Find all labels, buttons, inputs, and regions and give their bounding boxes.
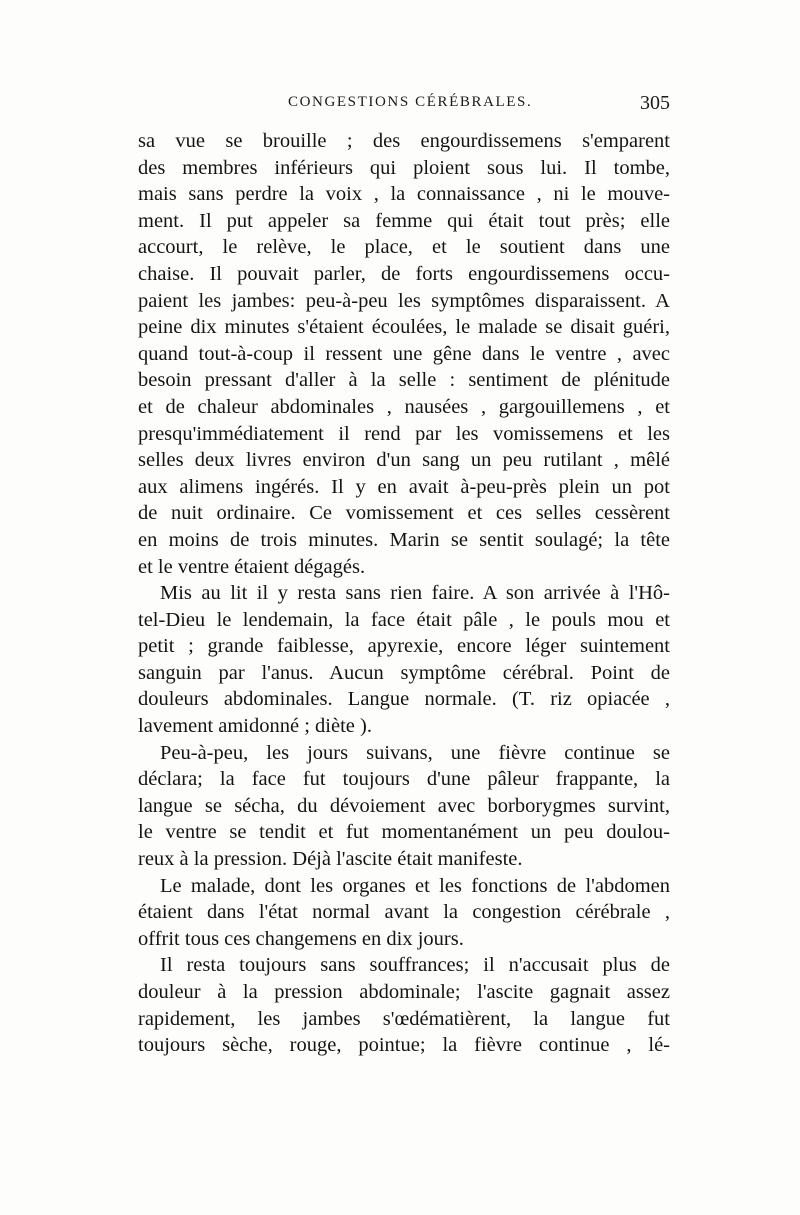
- text-line: en moins de trois minutes. Marin se sentit soulagé; la tête: [138, 528, 670, 551]
- text-line: petit ; grande faiblesse, apyrexie, encore léger suintement: [138, 635, 670, 658]
- text-line: Peu-à-peu, les jours suivans, une fièvre continue se: [160, 741, 670, 764]
- text-line: rapidement, les jambes s'œdématièrent, la langue fut: [138, 1007, 670, 1030]
- text-line: Le malade, dont les organes et les fonctions de l'abdomen: [160, 874, 670, 897]
- text-line: toujours sèche, rouge, pointue; la fièvre continue , lé-: [138, 1034, 670, 1057]
- text-line: quand tout-à-coup il ressent une gêne dans le ventre , avec: [138, 342, 670, 365]
- text-line: étaient dans l'état normal avant la congestion cérébrale ,: [138, 901, 670, 924]
- text-line: sa vue se brouille ; des engourdissemens s'emparent: [138, 130, 670, 152]
- text-line: ment. Il put appeler sa femme qui était tout près; elle: [138, 209, 670, 232]
- text-line: lavement amidonné ; diète ).: [138, 715, 372, 738]
- text-line: le ventre se tendit et fut momentanément un peu doulou-: [138, 821, 670, 844]
- text-line: accourt, le relève, le place, et le soutient dans une: [138, 236, 670, 259]
- text-line: de nuit ordinaire. Ce vomissement et ces selles cessèrent: [138, 502, 670, 525]
- text-line: Mis au lit il y resta sans rien faire. A son arrivée à l'Hô-: [160, 582, 670, 605]
- text-line: paient les jambes: peu-à-peu les symptômes disparaissent. A: [138, 289, 670, 312]
- text-line: chaise. Il pouvait parler, de forts engourdissemens occu-: [138, 262, 670, 285]
- text-line: presqu'immédiatement il rend par les vomissemens et les: [138, 422, 670, 445]
- text-line: peine dix minutes s'étaient écoulées, le malade se disait guéri,: [138, 316, 670, 339]
- text-line: besoin pressant d'aller à la selle : sentiment de plénitude: [138, 369, 670, 392]
- text-line: et le ventre étaient dégagés.: [138, 555, 366, 578]
- running-title: CONGESTIONS CÉRÉBRALES.: [288, 94, 533, 110]
- text-line: déclara; la face fut toujours d'une pâleur frappante, la: [138, 768, 670, 791]
- text-line: tel-Dieu le lendemain, la face était pâle , le pouls mou et: [138, 608, 670, 631]
- text-line: sanguin par l'anus. Aucun symptôme cérébral. Point de: [138, 661, 670, 684]
- text-line: Il resta toujours sans souffrances; il n'accusait plus de: [160, 954, 670, 977]
- text-line: et de chaleur abdominales , nausées , gargouillemens , et: [138, 395, 670, 418]
- text-line: douleurs abdominales. Langue normale. (T. riz opiacée ,: [138, 688, 670, 711]
- text-line: aux alimens ingérés. Il y en avait à-peu-près plein un pot: [138, 475, 670, 498]
- text-line: douleur à la pression abdominale; l'ascite gagnait assez: [138, 981, 670, 1003]
- text-line: offrit tous ces changemens en dix jours.: [138, 927, 464, 950]
- text-line: selles deux livres environ d'un sang un peu rutilant , mêlé: [138, 449, 670, 472]
- text-line: langue se sécha, du dévoiement avec borborygmes survint,: [138, 794, 670, 817]
- body-text: [138, 128, 670, 1059]
- text-line: reux à la pression. Déjà l'ascite était manifeste.: [138, 848, 523, 871]
- running-head: [138, 92, 670, 118]
- text-line: des membres inférieurs qui ploient sous lui. Il tombe,: [138, 156, 670, 179]
- page-number: 305: [640, 92, 670, 114]
- text-line: mais sans perdre la voix , la connaissance , ni le mouve-: [138, 183, 670, 206]
